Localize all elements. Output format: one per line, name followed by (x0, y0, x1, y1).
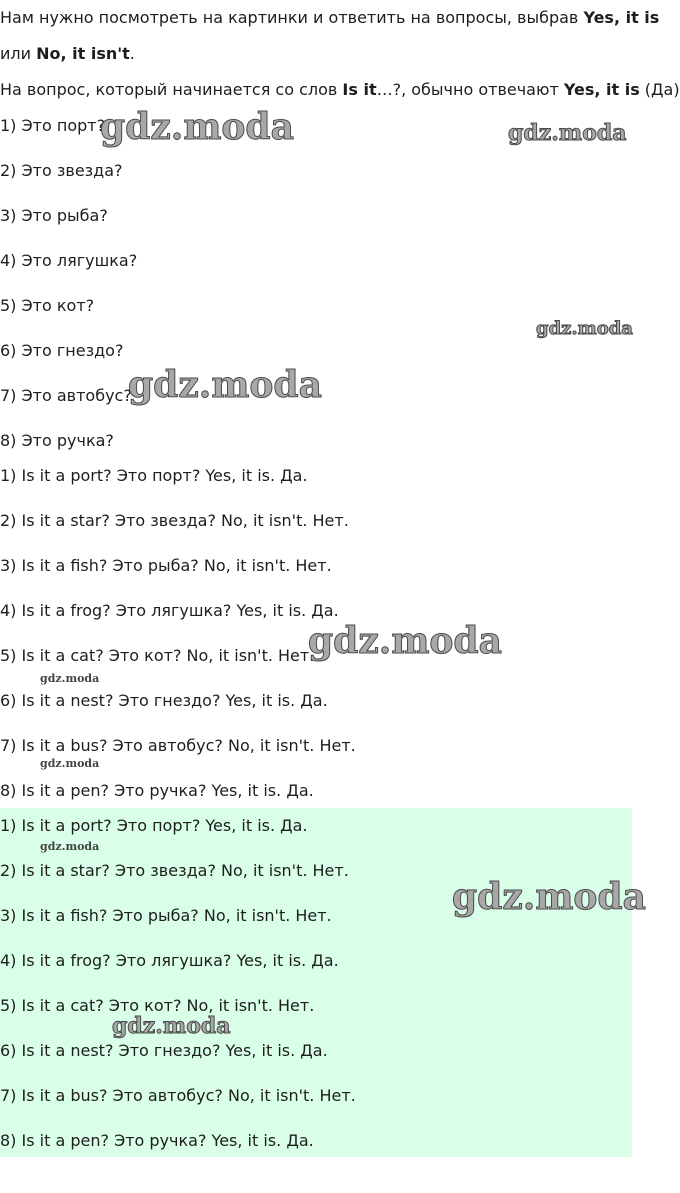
highlighted-answer-line: 8) Is it a pen? Это ручка? Yes, it is. Да. (0, 1131, 314, 1150)
answer-line: 2) Is it a star? Это звезда? No, it isn't. Нет. (0, 511, 349, 530)
watermark-logo: gdz.moda (100, 106, 294, 148)
intro-line-1 (0, 7, 659, 29)
highlighted-answer-line: 1) Is it a port? Это порт? Yes, it is. Да. (0, 816, 308, 835)
question-line: 2) Это звезда? (0, 161, 123, 180)
highlighted-answer-line: 5) Is it a cat? Это кот? No, it isn't. Нет. (0, 996, 315, 1015)
answer-line: 1) Is it a port? Это порт? Yes, it is. Да. (0, 466, 308, 485)
question-line: 1) Это порт? (0, 116, 106, 135)
watermark-logo: gdz.moda (508, 120, 627, 146)
answer-line: 4) Is it a frog? Это лягушка? Yes, it is. Да. (0, 601, 339, 620)
highlighted-answer-line: 7) Is it a bus? Это автобус? No, it isn't. Нет. (0, 1086, 356, 1105)
highlighted-answer-line: 2) Is it a star? Это звезда? No, it isn't. Нет. (0, 861, 349, 880)
intro-line-2 (0, 43, 135, 65)
watermark-logo: gdz.moda (128, 364, 322, 406)
intro-text: (Да) (639, 80, 680, 99)
watermark-logo: gdz.moda (308, 620, 502, 662)
question-line: 7) Это автобус? (0, 386, 132, 405)
intro-text: или (0, 44, 37, 63)
watermark-logo: gdz.moda (112, 1013, 231, 1039)
question-line: 4) Это лягушка? (0, 251, 138, 270)
intro-text: На вопрос, который начинается со слов (0, 80, 343, 99)
answer-line: 8) Is it a pen? Это ручка? Yes, it is. Да. (0, 781, 314, 800)
watermark-logo: gdz.moda (40, 840, 100, 853)
highlighted-answer-line: 6) Is it a nest? Это гнездо? Yes, it is. Да. (0, 1041, 328, 1060)
highlighted-answer-line: 3) Is it a fish? Это рыба? No, it isn't. Нет. (0, 906, 332, 925)
watermark-logo: gdz.moda (452, 876, 646, 918)
question-line: 6) Это гнездо? (0, 341, 124, 360)
intro-text: . (129, 44, 135, 63)
intro-bold-yes: Yes, it is (583, 8, 660, 27)
question-line: 5) Это кот? (0, 296, 95, 315)
highlighted-answer-line: 4) Is it a frog? Это лягушка? Yes, it is. Да. (0, 951, 339, 970)
intro-line-3 (0, 79, 680, 101)
answer-line: 5) Is it a cat? Это кот? No, it isn't. Нет. (0, 646, 315, 665)
intro-bold-yes: Yes, it is (563, 80, 640, 99)
answer-line: 7) Is it a bus? Это автобус? No, it isn't. Нет. (0, 736, 356, 755)
intro-bold-no: No, it isn't (36, 44, 130, 63)
intro-text: Нам нужно посмотреть на картинки и ответить на вопросы, выбрав (0, 8, 584, 27)
watermark-logo: gdz.moda (40, 757, 100, 770)
question-line: 3) Это рыба? (0, 206, 108, 225)
watermark-logo: gdz.moda (536, 318, 633, 339)
watermark-logo: gdz.moda (40, 672, 100, 685)
question-line: 8) Это ручка? (0, 431, 114, 450)
answer-line: 3) Is it a fish? Это рыба? No, it isn't. Нет. (0, 556, 332, 575)
answer-line: 6) Is it a nest? Это гнездо? Yes, it is. Да. (0, 691, 328, 710)
intro-bold-is-it: Is it (342, 80, 377, 99)
intro-text: …?, обычно отвечают (376, 80, 564, 99)
